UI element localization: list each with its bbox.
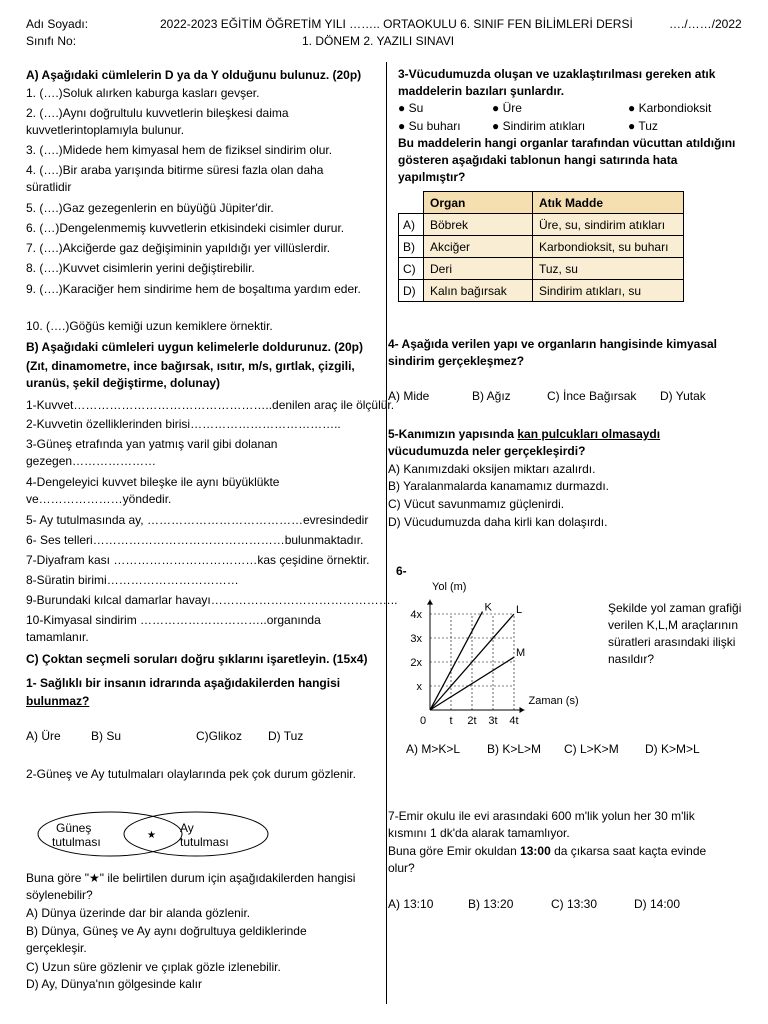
section-b-word-bank: (Zıt, dinamometre, ince bağırsak, ısıtır, m/s, gırtlak, çizgili, uranüs, şekil değiştirme, dolunay) [26, 359, 355, 390]
q4-option-d[interactable]: D) Yutak [660, 389, 706, 403]
venn-right-label-2: tutulması [180, 835, 229, 849]
series-label: K [484, 601, 492, 614]
q3-bullet: ● Su buharı [398, 119, 461, 133]
table-row-letter: C) [399, 258, 424, 280]
y-tick-label: x [416, 681, 422, 693]
q5-option-b[interactable]: B) Yaralanmalarda kanamamız durmazdı. [388, 479, 609, 493]
y-axis-label: Yol (m) [432, 581, 467, 593]
section-a-item: 10. (….)Göğüs kemiği uzun kemiklere örnektir. [26, 319, 273, 333]
q3-bullet: ● Karbondioksit [628, 101, 712, 115]
organ-waste-table [398, 191, 684, 302]
q1-option-b[interactable]: B) Su [91, 729, 122, 743]
q4-option-b[interactable]: B) Ağız [472, 389, 511, 403]
section-c-heading: C) Çoktan seçmeli soruları doğru şıklarını işaretleyin. (15x4) [26, 652, 368, 666]
q3-question: Bu maddelerin hangi organlar tarafından vücuttan atıldığını gösteren aşağıdaki tablonun hangi satırında hata yapılmıştır? [398, 136, 736, 184]
q5-text-underlined: kan pulcukları olmasaydı [517, 427, 661, 441]
x-tick-label: t [449, 715, 453, 727]
section-b-item: 7-Diyafram kası ………………………………kas çeşidine örnektir. [26, 553, 370, 567]
date-field: …./……/2022 [669, 17, 742, 31]
table-row-letter: D) [399, 280, 424, 302]
series-label: L [516, 604, 523, 616]
x-tick-label: 2t [467, 715, 477, 727]
exam-title: 2022-2023 EĞİTİM ÖĞRETİM YILI …….. ORTAOKULU 6. SINIF FEN BİLİMLERİ DERSİ [160, 17, 633, 31]
table-cell-organ: Deri [424, 258, 533, 280]
q3-bullet: ● Üre [492, 101, 522, 115]
table-row[interactable] [399, 236, 684, 258]
table-cell-organ: Kalın bağırsak [424, 280, 533, 302]
section-a-item: 3. (….)Midede hem kimyasal hem de fiziksel sindirim olur. [26, 143, 333, 157]
q7-option-b[interactable]: B) 13:20 [468, 897, 514, 911]
y-tick-label: 3x [410, 633, 422, 645]
q2-option-c[interactable]: C) Uzun süre gözlenir ve çıplak gözle izlenebilir. [26, 960, 281, 974]
q5-option-c[interactable]: C) Vücut savunmamız güçlenirdi. [388, 497, 565, 511]
section-b-item: 5- Ay tutulmasında ay, …………………………………evresindedir [26, 513, 369, 527]
table-corner [399, 192, 424, 214]
origin-label: 0 [420, 715, 427, 727]
q7-option-c[interactable]: C) 13:30 [551, 897, 598, 911]
q5-option-a[interactable]: A) Kanımızdaki oksijen miktarı azalırdı. [388, 462, 596, 476]
x-tick-label: 4t [509, 715, 519, 727]
section-b-item: 9-Burundaki kılcal damarlar havayı……………………………………….. [26, 593, 398, 607]
section-b-item: 4-Dengeleyici kuvvet bileşke ile aynı büyüklükte ve…………………yöndedir. [26, 475, 280, 506]
section-a-item: 5. (….)Gaz gezegenlerin en büyüğü Jüpiter'dir. [26, 201, 274, 215]
section-b-item: 10-Kimyasal sindirim …………………………..organında tamamlanır. [26, 613, 321, 644]
q1-option-d[interactable]: D) Tuz [268, 729, 304, 743]
q7-time: 13:00 [520, 844, 551, 858]
q3-text: 3-Vücudumuzda oluşan ve uzaklaştırılması gereken atık maddelerin bazıları şunlardır. [398, 67, 716, 98]
q7-option-a[interactable]: A) 13:10 [388, 897, 434, 911]
exam-subtitle: 1. DÖNEM 2. YAZILI SINAVI [302, 34, 455, 48]
table-header-organ: Organ [424, 192, 533, 214]
q4-option-c[interactable]: C) İnce Bağırsak [547, 389, 637, 403]
table-cell-waste: Tuz, su [533, 258, 684, 280]
q5-text [388, 427, 660, 441]
table-row[interactable] [399, 258, 684, 280]
q1-text-underlined: bulunmaz? [26, 694, 90, 708]
venn-diagram [34, 810, 274, 860]
q3-bullet: ● Sindirim atıkları [492, 119, 586, 133]
q6-number: 6- [396, 564, 407, 578]
column-divider [386, 62, 387, 1004]
q1-option-a[interactable]: A) Üre [26, 729, 61, 743]
section-a-item: 2. (….)Aynı doğrultulu kuvvetlerin bileşkesi daima kuvvetlerintoplamıyla bulunur. [26, 106, 289, 137]
x-tick-label: 3t [488, 715, 498, 727]
venn-left-label-1: Güneş [56, 821, 92, 835]
q7-text: 7-Emir okulu ile evi arasındaki 600 m'lik yolun her 30 m'lik kısmını 1 dk'da alarak tamamlıyor. [388, 809, 695, 840]
q1-text: 1- Sağlıklı bir insanın idrarında aşağıdakilerden hangisi [26, 676, 341, 690]
series-label: M [516, 647, 526, 660]
q2-text: 2-Güneş ve Ay tutulmaları olaylarında pek çok durum gözlenir. [26, 767, 356, 781]
y-tick-label: 2x [410, 657, 422, 669]
q2-option-b[interactable]: B) Dünya, Güneş ve Ay aynı doğrultuya geldiklerinde gerçekleşir. [26, 924, 307, 955]
q5-text-end: vücudumuzda neler gerçekleşirdi? [388, 444, 586, 458]
table-row[interactable] [399, 280, 684, 302]
x-axis-label: Zaman (s) [528, 695, 579, 707]
q5-text-start: 5-Kanımızın yapısında [388, 427, 518, 441]
table-cell-waste: Sindirim atıkları, su [533, 280, 684, 302]
series-line-k [430, 612, 483, 710]
q3-bullet: ● Su [398, 101, 424, 115]
section-b-item: 8-Süratin birimi…………………………… [26, 573, 239, 587]
q5-option-d[interactable]: D) Vücudumuzda daha kirli kan dolaşırdı. [388, 515, 608, 529]
q7-question-end: da çıkarsa saat kaçta evinde olur? [388, 844, 707, 875]
table-cell-waste: Karbondioksit, su buharı [533, 236, 684, 258]
venn-left-label-2: tutulması [52, 835, 101, 849]
q7-question-start: Buna göre Emir okuldan [388, 844, 521, 858]
table-cell-waste: Üre, su, sindirim atıkları [533, 214, 684, 236]
class-label: Sınıfı No: [26, 34, 77, 48]
x-axis-arrow-icon [520, 707, 525, 713]
table-cell-organ: Akciğer [424, 236, 533, 258]
venn-right-label-1: Ay [180, 821, 194, 835]
q6-option-a[interactable]: A) M>K>L [406, 742, 461, 756]
y-tick-label: 4x [410, 609, 422, 621]
q6-option-b[interactable]: B) K>L>M [487, 742, 542, 756]
q6-option-c[interactable]: C) L>K>M [564, 742, 619, 756]
q4-option-a[interactable]: A) Mide [388, 389, 430, 403]
table-row-letter: A) [399, 214, 424, 236]
section-a-item: 6. (…)Dengelenmemiş kuvvetlerin etkisindeki cisimler durur. [26, 221, 345, 235]
table-row[interactable] [399, 214, 684, 236]
section-b-heading: B) Aşağıdaki cümleleri uygun kelimelerle doldurunuz. (20p) [26, 340, 363, 354]
distance-time-chart [396, 574, 608, 734]
section-b-item: 1-Kuvvet…………………………………………..denilen araç ile ölçülür. [26, 398, 395, 412]
q2-option-d[interactable]: D) Ay, Dünya'nın gölgesinde kalır [26, 977, 202, 991]
section-a-item: 4. (….)Bir araba yarışında bitirme süresi fazla olan daha süratlidir [26, 163, 324, 194]
q6-description: Şekilde yol zaman grafiği verilen K,L,M araçlarının süratleri arasındaki ilişki nasıldır? [608, 601, 742, 666]
table-header-waste: Atık Madde [533, 192, 684, 214]
q3-bullet: ● Tuz [628, 119, 658, 133]
section-a-item: 9. (….)Karaciğer hem sindirime hem de boşaltıma yardım eder. [26, 282, 361, 296]
q4-text: 4- Aşağıda verilen yapı ve organların hangisinde kimyasal sindirim gerçekleşmez? [388, 337, 718, 368]
q1-option-c[interactable]: C)Glikoz [196, 729, 243, 743]
section-b-item: 2-Kuvvetin özelliklerinden birisi……………………………….. [26, 417, 341, 431]
y-axis-arrow-icon [427, 600, 433, 605]
table-row-letter: B) [399, 236, 424, 258]
section-b-item: 6- Ses telleri…………………………………………bulunmaktadır. [26, 533, 364, 547]
section-a-item: 8. (….)Kuvvet cisimlerin yerini değiştirebilir. [26, 261, 255, 275]
section-b-item: 3-Güneş etrafında yan yatmış varil gibi dolanan gezegen………………… [26, 437, 278, 468]
q7-option-d[interactable]: D) 14:00 [634, 897, 681, 911]
section-a-heading: A) Aşağıdaki cümlelerin D ya da Y olduğunu bulunuz. (20p) [26, 68, 362, 82]
venn-right-ellipse [124, 812, 268, 856]
q2-question: Buna göre "★" ile belirtilen durum için aşağıdakilerden hangisi söylenebilir? [26, 871, 356, 902]
star-icon: ★ [147, 830, 156, 841]
q2-option-a[interactable]: A) Dünya üzerinde dar bir alanda gözlenir. [26, 906, 251, 920]
section-a-item: 1. (….)Soluk alırken kaburga kasları gevşer. [26, 86, 260, 100]
table-cell-organ: Böbrek [424, 214, 533, 236]
q7-question [388, 843, 733, 877]
section-a-item: 7. (….)Akciğerde gaz değişiminin yapıldığı yer villüslerdir. [26, 241, 331, 255]
name-label: Adı Soyadı: [26, 17, 89, 31]
q6-option-d[interactable]: D) K>M>L [645, 742, 700, 756]
